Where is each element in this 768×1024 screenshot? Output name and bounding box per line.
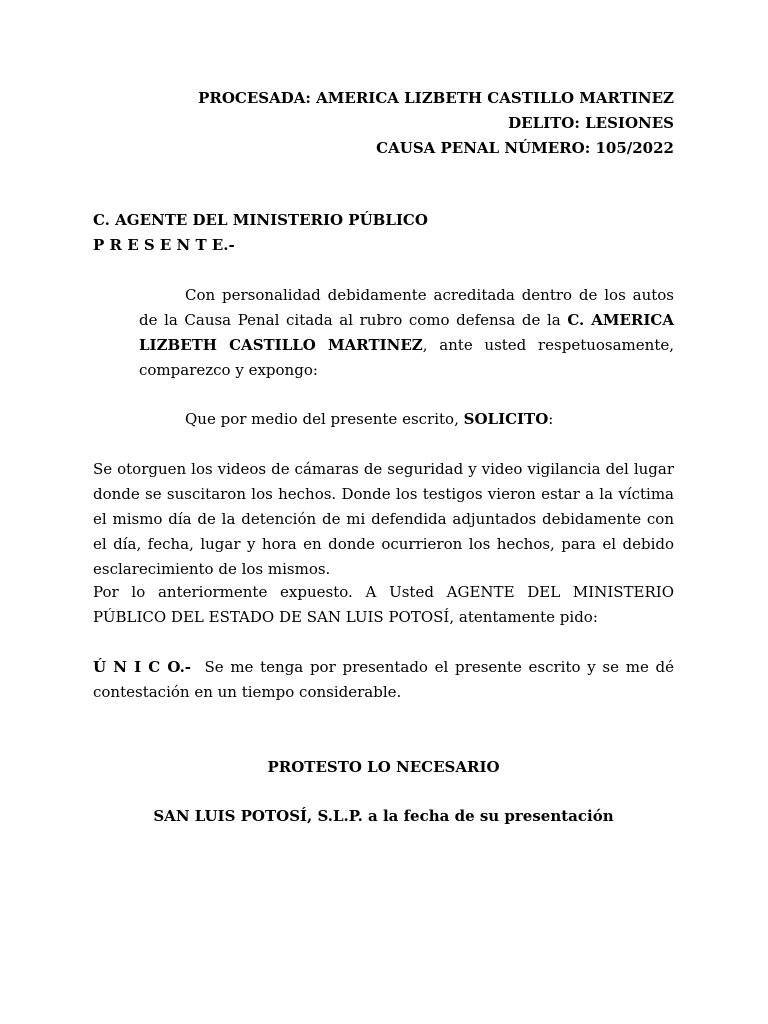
request-text: Que por medio del presente escrito, xyxy=(185,410,464,428)
addressee-block xyxy=(93,208,428,258)
defendant-name: C. AMERICA LIZBETH CASTILLO MARTINEZ xyxy=(139,311,674,354)
addressee-name: C. AGENTE DEL MINISTERIO PÚBLICO xyxy=(93,211,428,229)
request-tail: : xyxy=(548,410,554,428)
intro-text-2: , ante usted respetuosamente, comparezco y expongo: xyxy=(139,336,674,379)
solicito-label: SOLICITO xyxy=(463,410,549,428)
causa-line: CAUSA PENAL NÚMERO: 105/2022 xyxy=(376,139,674,157)
intro-text-1: Con personalidad debidamente acreditada dentro de los autos de la Causa Penal citada al rubro como defensa de la xyxy=(139,286,674,329)
intro-paragraph xyxy=(139,283,674,383)
body-paragraph: Se otorguen los videos de cámaras de seguridad y video vigilancia del lugar donde se suscitaron los hechos. Donde los testigos vieron estar a la víctima el mismo día de la detención de mi defendida adjuntados debidamente con el día, fecha, lugar y hora en donde ocurrieron los hechos, para el debido esclarecimiento de los mismos. xyxy=(93,460,674,578)
closing-paragraph: Por lo anteriormente expuesto. A Usted AGENTE DEL MINISTERIO PÚBLICO DEL ESTADO DE SAN LUIS POTOSÍ, atentamente pido: xyxy=(93,583,674,626)
procesada-line: PROCESADA: AMERICA LIZBETH CASTILLO MARTINEZ xyxy=(198,89,674,107)
unico-label: Ú N I C O.- xyxy=(93,658,192,676)
protesto-line: PROTESTO LO NECESARIO xyxy=(267,758,500,776)
presente-line: P R E S E N T E.- xyxy=(93,236,235,254)
unico-paragraph xyxy=(93,655,679,705)
delito-line: DELITO: LESIONES xyxy=(508,114,674,132)
case-header xyxy=(198,86,674,161)
request-line xyxy=(185,407,553,432)
unico-text: Se me tenga por presentado el presente escrito y se me dé contestación en un tiempo considerable. xyxy=(93,658,679,701)
location-date-line: SAN LUIS POTOSÍ, S.L.P. a la fecha de su presentación xyxy=(153,807,614,825)
